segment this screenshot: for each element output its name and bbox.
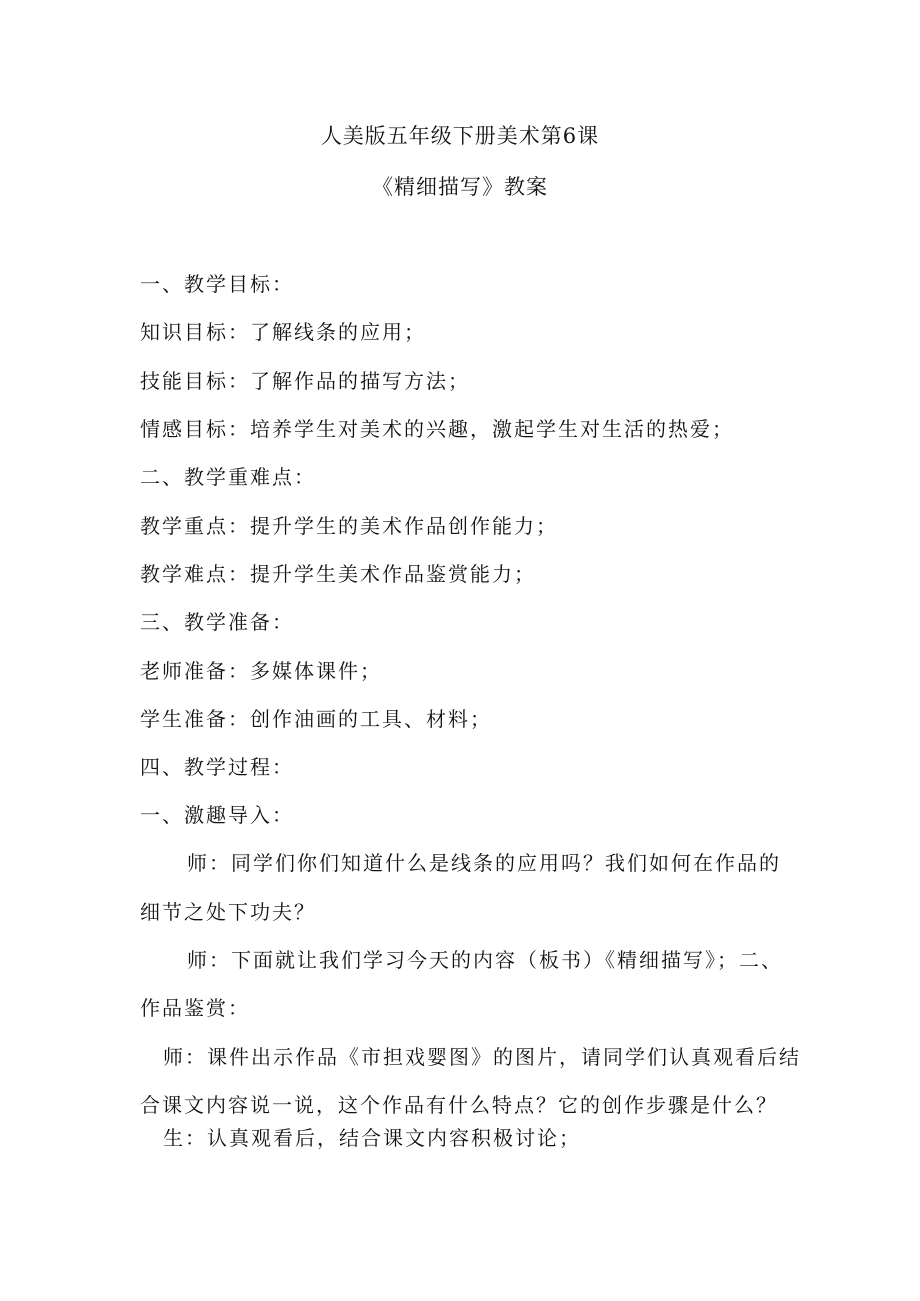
subsection-heading-appreciation: 作品鉴赏： bbox=[140, 996, 250, 1020]
section-heading-objectives: 一、教学目标： bbox=[140, 272, 294, 296]
paragraph-teacher-intro: 师：下面就让我们学习今天的内容（板书）《精细描写》；二、 bbox=[187, 948, 783, 972]
paragraph-skill-objective: 技能目标：了解作品的描写方法； bbox=[140, 369, 470, 393]
paragraph-emotion-objective: 情感目标：培养学生对美术的兴趣，激起学生对生活的热爱； bbox=[140, 417, 734, 441]
paragraph-student-preparation: 学生准备：创作油画的工具、材料； bbox=[140, 707, 492, 731]
paragraph-student-discussion: 生：认真观看后，结合课文内容积极讨论； bbox=[163, 1126, 581, 1150]
paragraph-teacher-show-work-cont: 合课文内容说一说，这个作品有什么特点？它的创作步骤是什么？ bbox=[140, 1093, 778, 1117]
document-subtitle: 《精细描写》教案 bbox=[372, 175, 548, 199]
section-heading-process: 四、教学过程： bbox=[140, 755, 294, 779]
paragraph-teacher-question-cont: 细节之处下功夫？ bbox=[140, 900, 316, 924]
paragraph-key-point: 教学重点：提升学生的美术作品创作能力； bbox=[140, 514, 558, 538]
section-heading-preparation: 三、教学准备： bbox=[140, 610, 294, 634]
paragraph-teacher-show-work: 师：课件出示作品《市担戏婴图》的图片，请同学们认真观看后结 bbox=[163, 1045, 801, 1069]
section-heading-key-points: 二、教学重难点： bbox=[140, 465, 316, 489]
paragraph-knowledge-objective: 知识目标：了解线条的应用； bbox=[140, 320, 426, 344]
paragraph-difficulty: 教学难点：提升学生美术作品鉴赏能力； bbox=[140, 562, 536, 586]
paragraph-teacher-preparation: 老师准备：多媒体课件； bbox=[140, 659, 382, 683]
paragraph-teacher-question: 师：同学们你们知道什么是线条的应用吗？我们如何在作品的 bbox=[187, 851, 781, 875]
document-title: 人美版五年级下册美术第6课 bbox=[320, 124, 600, 148]
subsection-heading-introduction: 一、激趣导入： bbox=[140, 803, 294, 827]
